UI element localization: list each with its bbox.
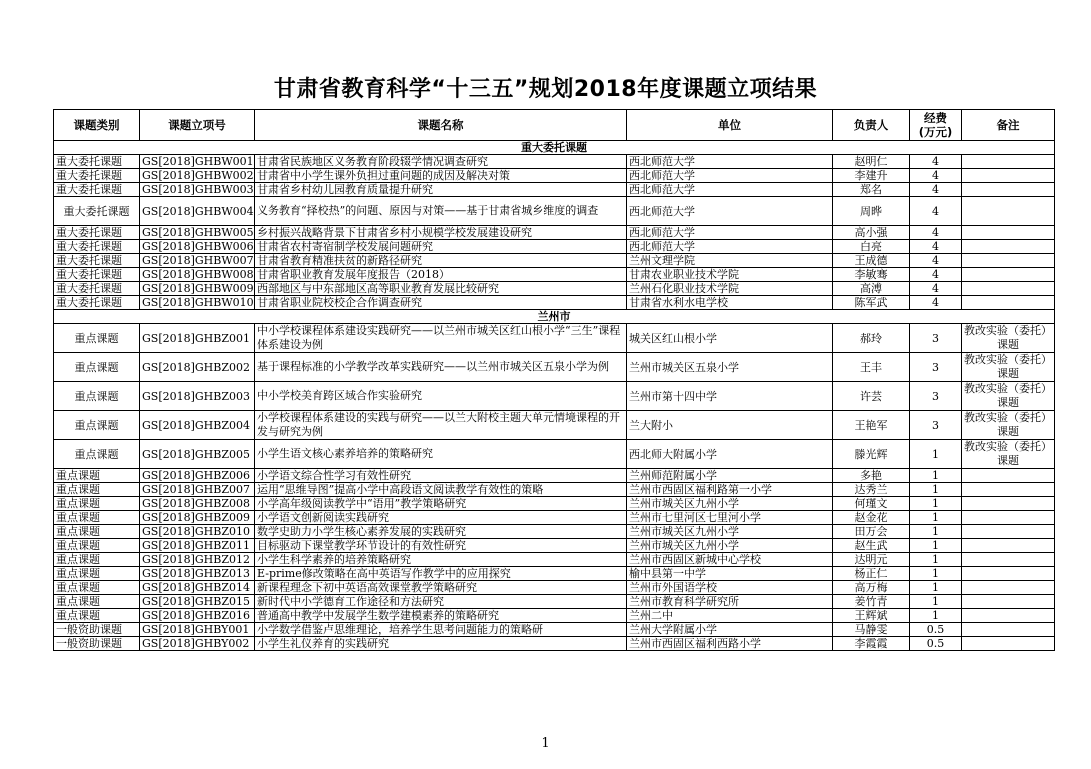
row-leader: 陈军武: [833, 296, 910, 310]
row-fee: 1: [910, 469, 962, 483]
header-note: 备注: [962, 110, 1055, 141]
row-fee: 1: [910, 595, 962, 609]
row-code: GS[2018]GHBW004: [140, 197, 255, 226]
row-note: [962, 553, 1055, 567]
row-fee: 1: [910, 539, 962, 553]
row-note: [962, 296, 1055, 310]
row-leader: 王艳军: [833, 411, 910, 440]
row-note: [962, 567, 1055, 581]
row-code: GS[2018]GHBZ004: [140, 411, 255, 440]
row-code: GS[2018]GHBZ011: [140, 539, 255, 553]
header-unit: 单位: [627, 110, 833, 141]
project-table: [53, 109, 1055, 651]
table-row: [54, 254, 1055, 268]
table-row: [54, 268, 1055, 282]
table-row: [54, 382, 1055, 411]
table-row: [54, 609, 1055, 623]
row-leader: 李霞霞: [833, 637, 910, 651]
row-leader: 王成德: [833, 254, 910, 268]
row-unit: 兰州大学附属小学: [627, 623, 833, 637]
row-unit: 西北师大附属小学: [627, 440, 833, 469]
row-note: [962, 183, 1055, 197]
row-code: GS[2018]GHBZ008: [140, 497, 255, 511]
row-name: 目标驱动下课堂教学环节设计的有效性研究: [255, 539, 627, 553]
row-fee: 1: [910, 511, 962, 525]
table-row: [54, 183, 1055, 197]
row-name: 新课程理念下初中英语高效课堂教学策略研究: [255, 581, 627, 595]
row-note: [962, 169, 1055, 183]
table-row: [54, 353, 1055, 382]
row-name: 小学高年级阅读教学中“语用”教学策略研究: [255, 497, 627, 511]
table-row: [54, 581, 1055, 595]
row-name: 甘肃省乡村幼儿园教育质量提升研究: [255, 183, 627, 197]
row-fee: 4: [910, 226, 962, 240]
row-code: GS[2018]GHBZ012: [140, 553, 255, 567]
row-name: 小学生科学素养的培养策略研究: [255, 553, 627, 567]
row-name: 义务教育“择校热”的问题、原因与对策——基于甘肃省城乡维度的调查: [255, 197, 627, 226]
row-category: 重大委托课题: [54, 296, 140, 310]
row-leader: 达明元: [833, 553, 910, 567]
row-fee: 1: [910, 567, 962, 581]
row-name: 甘肃省教育精准扶贫的新路径研究: [255, 254, 627, 268]
row-code: GS[2018]GHBZ015: [140, 595, 255, 609]
row-fee: 4: [910, 183, 962, 197]
row-leader: 白亮: [833, 240, 910, 254]
header-fee-line2: (万元): [918, 125, 953, 139]
row-note: [962, 511, 1055, 525]
row-name: 普通高中教学中发展学生数学建模素养的策略研究: [255, 609, 627, 623]
row-unit: 西北师范大学: [627, 183, 833, 197]
row-code: GS[2018]GHBZ013: [140, 567, 255, 581]
table-row: [54, 226, 1055, 240]
row-category: 重点课题: [54, 567, 140, 581]
row-category: 重大委托课题: [54, 183, 140, 197]
header-code: 课题立项号: [140, 110, 255, 141]
row-code: GS[2018]GHBW008: [140, 268, 255, 282]
row-name: 小学校课程体系建设的实践与研究——以兰大附校主题大单元情境课程的开发与研究为例: [255, 411, 627, 440]
row-name: 甘肃省民族地区义务教育阶段辍学情况调查研究: [255, 155, 627, 169]
row-category: 重大委托课题: [54, 282, 140, 296]
row-note: 教改实验（委托）课题: [962, 353, 1055, 382]
row-note: 教改实验（委托）课题: [962, 382, 1055, 411]
row-fee: 4: [910, 296, 962, 310]
row-category: 重点课题: [54, 609, 140, 623]
row-leader: 王辉斌: [833, 609, 910, 623]
row-unit: 兰州市教育科学研究所: [627, 595, 833, 609]
table-row: [54, 595, 1055, 609]
row-leader: 姜竹青: [833, 595, 910, 609]
row-fee: 1: [910, 525, 962, 539]
row-category: 重大委托课题: [54, 155, 140, 169]
row-name: E-prime修改策略在高中英语写作教学中的应用探究: [255, 567, 627, 581]
table-body: [54, 141, 1055, 651]
row-leader: 达秀兰: [833, 483, 910, 497]
row-code: GS[2018]GHBZ002: [140, 353, 255, 382]
row-unit: 兰州市西固区福利路第一小学: [627, 483, 833, 497]
row-code: GS[2018]GHBW003: [140, 183, 255, 197]
header-category: 课题类别: [54, 110, 140, 141]
row-name: 小学生语文核心素养培养的策略研究: [255, 440, 627, 469]
header-leader: 负责人: [833, 110, 910, 141]
row-note: 教改实验（委托）课题: [962, 411, 1055, 440]
header-name: 课题名称: [255, 110, 627, 141]
table-row: [54, 567, 1055, 581]
row-category: 重大委托课题: [54, 240, 140, 254]
row-fee: 4: [910, 268, 962, 282]
row-fee: 4: [910, 197, 962, 226]
row-leader: 郑名: [833, 183, 910, 197]
row-note: [962, 609, 1055, 623]
row-name: 中小学校美育跨区域合作实验研究: [255, 382, 627, 411]
row-code: GS[2018]GHBZ010: [140, 525, 255, 539]
row-fee: 4: [910, 254, 962, 268]
table-row: [54, 497, 1055, 511]
row-code: GS[2018]GHBZ001: [140, 324, 255, 353]
section-title-lanzhou: 兰州市: [54, 310, 1055, 324]
row-fee: 1: [910, 483, 962, 497]
row-note: [962, 240, 1055, 254]
row-leader: 赵明仁: [833, 155, 910, 169]
row-leader: 何瑾文: [833, 497, 910, 511]
row-name: 乡村振兴战略背景下甘肃省乡村小规模学校发展建设研究: [255, 226, 627, 240]
row-unit: 西北师范大学: [627, 155, 833, 169]
table-row: [54, 440, 1055, 469]
row-category: 一般资助课题: [54, 623, 140, 637]
row-code: GS[2018]GHBZ003: [140, 382, 255, 411]
row-leader: 王丰: [833, 353, 910, 382]
header-row: [54, 110, 1055, 141]
row-unit: 榆中县第一中学: [627, 567, 833, 581]
table-row: [54, 511, 1055, 525]
row-note: [962, 483, 1055, 497]
row-code: GS[2018]GHBZ009: [140, 511, 255, 525]
row-category: 重点课题: [54, 497, 140, 511]
row-leader: 赵金花: [833, 511, 910, 525]
row-name: 甘肃省农村寄宿制学校发展问题研究: [255, 240, 627, 254]
row-unit: 兰州市城关区九州小学: [627, 497, 833, 511]
row-note: [962, 226, 1055, 240]
row-category: 重点课题: [54, 411, 140, 440]
row-code: GS[2018]GHBW006: [140, 240, 255, 254]
row-code: GS[2018]GHBZ007: [140, 483, 255, 497]
row-unit: 甘肃省水利水电学校: [627, 296, 833, 310]
row-code: GS[2018]GHBY001: [140, 623, 255, 637]
row-unit: 兰州二中: [627, 609, 833, 623]
row-note: [962, 637, 1055, 651]
row-category: 重点课题: [54, 525, 140, 539]
row-code: GS[2018]GHBW005: [140, 226, 255, 240]
row-note: [962, 268, 1055, 282]
row-code: GS[2018]GHBZ005: [140, 440, 255, 469]
row-name: 基于课程标准的小学教学改革实践研究——以兰州市城关区五泉小学为例: [255, 353, 627, 382]
table-row: [54, 411, 1055, 440]
row-unit: 西北师范大学: [627, 226, 833, 240]
row-note: [962, 581, 1055, 595]
row-fee: 3: [910, 353, 962, 382]
row-leader: 高小强: [833, 226, 910, 240]
row-leader: 周晔: [833, 197, 910, 226]
row-name: 小学语文综合性学习有效性研究: [255, 469, 627, 483]
row-leader: 赵生武: [833, 539, 910, 553]
table-row: [54, 637, 1055, 651]
row-name: 西部地区与中东部地区高等职业教育发展比较研究: [255, 282, 627, 296]
row-note: [962, 197, 1055, 226]
row-unit: 兰州石化职业技术学院: [627, 282, 833, 296]
row-note: [962, 623, 1055, 637]
row-fee: 0.5: [910, 623, 962, 637]
row-note: [962, 497, 1055, 511]
row-category: 重大委托课题: [54, 169, 140, 183]
table-row: [54, 169, 1055, 183]
page-title: 甘肃省教育科学“十三五”规划2018年度课题立项结果: [273, 77, 818, 102]
row-leader: 李敏骞: [833, 268, 910, 282]
row-note: 教改实验（委托）课题: [962, 324, 1055, 353]
row-code: GS[2018]GHBW002: [140, 169, 255, 183]
row-fee: 4: [910, 155, 962, 169]
row-unit: 西北师范大学: [627, 169, 833, 183]
row-category: 重点课题: [54, 539, 140, 553]
row-code: GS[2018]GHBW007: [140, 254, 255, 268]
row-unit: 兰州文理学院: [627, 254, 833, 268]
row-fee: 3: [910, 324, 962, 353]
row-fee: 4: [910, 240, 962, 254]
row-category: 重点课题: [54, 324, 140, 353]
row-name: 运用“思维导图”提高小学中高段语文阅读教学有效性的策略: [255, 483, 627, 497]
row-note: [962, 155, 1055, 169]
row-code: GS[2018]GHBW001: [140, 155, 255, 169]
row-name: 甘肃省中小学生课外负担过重问题的成因及解决对策: [255, 169, 627, 183]
section-title-major: 重大委托课题: [54, 141, 1055, 155]
row-fee: 3: [910, 382, 962, 411]
row-unit: 城关区红山根小学: [627, 324, 833, 353]
row-code: GS[2018]GHBY002: [140, 637, 255, 651]
row-name: 小学生礼仪养育的实践研究: [255, 637, 627, 651]
row-fee: 3: [910, 411, 962, 440]
row-leader: 杨正仁: [833, 567, 910, 581]
row-code: GS[2018]GHBZ014: [140, 581, 255, 595]
row-category: 一般资助课题: [54, 637, 140, 651]
table-row: [54, 483, 1055, 497]
row-category: 重点课题: [54, 483, 140, 497]
row-note: [962, 282, 1055, 296]
row-fee: 0.5: [910, 637, 962, 651]
row-fee: 1: [910, 609, 962, 623]
row-unit: 兰州市第十四中学: [627, 382, 833, 411]
row-category: 重点课题: [54, 440, 140, 469]
row-category: 重点课题: [54, 469, 140, 483]
row-name: 小学数学借鉴卢思维理论，培养学生思考问题能力的策略研: [255, 623, 627, 637]
row-name: 数学史助力小学生核心素养发展的实践研究: [255, 525, 627, 539]
row-code: GS[2018]GHBZ016: [140, 609, 255, 623]
row-note: [962, 595, 1055, 609]
row-leader: 多艳: [833, 469, 910, 483]
row-fee: 4: [910, 169, 962, 183]
row-unit: 西北师范大学: [627, 197, 833, 226]
row-category: 重点课题: [54, 382, 140, 411]
row-code: GS[2018]GHBZ006: [140, 469, 255, 483]
row-unit: 兰州市城关区九州小学: [627, 525, 833, 539]
row-category: 重点课题: [54, 595, 140, 609]
header-fee: [910, 110, 962, 141]
row-leader: 马静雯: [833, 623, 910, 637]
row-fee: 4: [910, 282, 962, 296]
table-row: [54, 296, 1055, 310]
row-unit: 兰州市外国语学校: [627, 581, 833, 595]
row-name: 甘肃省职业教育发展年度报告（2018）: [255, 268, 627, 282]
row-leader: 高溥: [833, 282, 910, 296]
row-fee: 1: [910, 553, 962, 567]
row-leader: 高万梅: [833, 581, 910, 595]
row-name: 小学语文创新阅读实践研究: [255, 511, 627, 525]
row-leader: 李建升: [833, 169, 910, 183]
row-name: 新时代中小学德育工作途径和方法研究: [255, 595, 627, 609]
section-row-major: [54, 141, 1055, 155]
row-category: 重点课题: [54, 581, 140, 595]
page-number: 1: [541, 736, 550, 751]
row-fee: 1: [910, 497, 962, 511]
row-category: 重点课题: [54, 511, 140, 525]
row-unit: 兰州市西固区福利西路小学: [627, 637, 833, 651]
table-row: [54, 282, 1055, 296]
row-unit: 兰州市七里河区七里河小学: [627, 511, 833, 525]
row-name: 甘肃省职业院校校企合作调查研究: [255, 296, 627, 310]
row-category: 重大委托课题: [54, 197, 140, 226]
table-row: [54, 155, 1055, 169]
row-note: [962, 539, 1055, 553]
table-row: [54, 539, 1055, 553]
row-note: [962, 469, 1055, 483]
row-fee: 1: [910, 440, 962, 469]
row-code: GS[2018]GHBW010: [140, 296, 255, 310]
row-category: 重大委托课题: [54, 268, 140, 282]
row-leader: 许芸: [833, 382, 910, 411]
row-unit: 西北师范大学: [627, 240, 833, 254]
row-unit: 甘肃农业职业技术学院: [627, 268, 833, 282]
row-note: [962, 254, 1055, 268]
row-name: 中小学校课程体系建设实践研究——以兰州市城关区红山根小学“三生”课程体系建设为例: [255, 324, 627, 353]
row-category: 重点课题: [54, 553, 140, 567]
table-row: [54, 553, 1055, 567]
row-note: [962, 525, 1055, 539]
table-row: [54, 197, 1055, 226]
table-row: [54, 469, 1055, 483]
row-category: 重大委托课题: [54, 254, 140, 268]
table-row: [54, 525, 1055, 539]
row-unit: 兰大附小: [627, 411, 833, 440]
header-fee-line1: 经费: [924, 111, 947, 125]
row-fee: 1: [910, 581, 962, 595]
section-row-lanzhou: [54, 310, 1055, 324]
row-code: GS[2018]GHBW009: [140, 282, 255, 296]
table-row: [54, 623, 1055, 637]
row-category: 重点课题: [54, 353, 140, 382]
row-unit: 兰州师范附属小学: [627, 469, 833, 483]
row-leader: 郝玲: [833, 324, 910, 353]
row-leader: 田万会: [833, 525, 910, 539]
table-row: [54, 324, 1055, 353]
table-row: [54, 240, 1055, 254]
row-category: 重大委托课题: [54, 226, 140, 240]
row-unit: 兰州市城关区五泉小学: [627, 353, 833, 382]
row-leader: 滕光辉: [833, 440, 910, 469]
row-unit: 兰州市西固区新城中心学校: [627, 553, 833, 567]
row-note: 教改实验（委托）课题: [962, 440, 1055, 469]
row-unit: 兰州市城关区九州小学: [627, 539, 833, 553]
